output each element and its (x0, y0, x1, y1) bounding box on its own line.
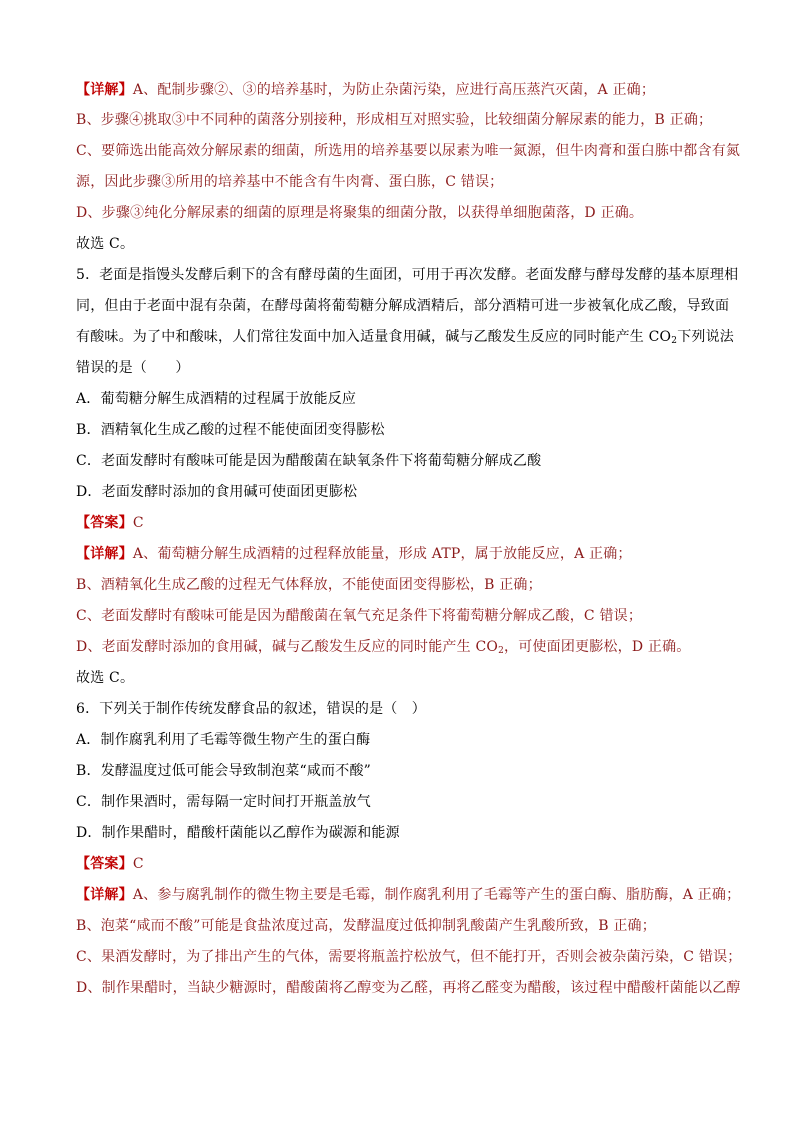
detail-line: C、老面发酵时有酸味可能是因为醋酸菌在氧气充足条件下将葡萄糖分解成乙酸，C 错误； (76, 608, 643, 624)
option-c: C．老面发酵时有酸味可能是因为醋酸菌在缺氧条件下将葡萄糖分解成乙酸 (76, 453, 542, 469)
answer-tag: 【答案】 (76, 515, 133, 531)
subscript: 2 (671, 336, 678, 346)
detail-line: B、泡菜“咸而不酸”可能是食盐浓度过高，发酵温度过低抑制乳酸菌产生乳酸所致，B 正确； (76, 918, 656, 934)
detail-text: A、配制步骤②、③的培养基时，为防止杂菌污染，应进行高压蒸汽灭菌，A 正确； (132, 82, 656, 98)
detail-line: D、步骤③纯化分解尿素的细菌的原理是将聚集的细菌分散，以获得单细胞菌落，D 正确。 (76, 205, 644, 221)
detail-text: A、参与腐乳制作的微生物主要是毛霉，制作腐乳利用了毛霉等产生的蛋白酶、脂肪酶，A 正确； (132, 887, 741, 903)
detail-line (76, 637, 738, 661)
detail-line: C、要筛选出能高效分解尿素的细菌，所选用的培养基要以尿素为唯一氮源，但牛肉膏和蛋白胨中都含有氮 (76, 143, 741, 159)
question-6-stem: 6．下列关于制作传统发酵食品的叙述，错误的是（ ） (76, 701, 426, 717)
conclusion: 故选 C。 (76, 670, 135, 686)
detail-text: A、葡萄糖分解生成酒精的过程释放能量，形成 ATP，属于放能反应，A 正确； (132, 546, 632, 562)
detail-line: B、步骤④挑取③中不同种的菌落分别接种，形成相互对照实验，比较细菌分解尿素的能力，B 正确； (76, 112, 713, 128)
subscript: 2 (498, 646, 505, 656)
answer-value: C (132, 515, 144, 531)
stem-text: 有酸味。为了中和酸味，人们常往发面中加入适量食用碱，碱与乙酸发生反应的同时能产生 CO (76, 329, 672, 345)
option-c: C．制作果酒时，需每隔一定时间打开瓶盖放气 (76, 794, 371, 810)
detail-line (76, 885, 741, 905)
question-5-stem-line: 5．老面是指馒头发酵后剩下的含有酵母菌的生面团，可用于再次发酵。老面发酵与酵母发酵的基本原理相 (76, 267, 739, 283)
detail-tag: 【详解】 (76, 82, 133, 98)
question-5-stem-line (76, 327, 738, 351)
option-d: D．制作果醋时，醋酸杆菌能以乙醇作为碳源和能源 (76, 825, 400, 841)
detail-line: B、酒精氧化生成乙酸的过程无气体释放，不能使面团变得膨松，B 正确； (76, 577, 542, 593)
stem-text: 下列说法 (677, 329, 734, 345)
detail-line: C、果酒发酵时，为了排出产生的气体，需要将瓶盖拧松放气，但不能打开，否则会被杂菌污染，C 错误； (76, 949, 742, 965)
detail-line: 源，因此步骤③所用的培养基中不能含有牛肉膏、蛋白胨，C 错误； (76, 174, 504, 190)
detail-text: D、老面发酵时添加的食用碱，碱与乙酸发生反应的同时能产生 CO (76, 639, 499, 655)
detail-line: D、制作果醋时，当缺少糖源时，醋酸菌将乙醇变为乙醛，再将乙醛变为醋酸，该过程中醋酸杆菌能以乙醇 (76, 980, 741, 996)
option-a: A．制作腐乳利用了毛霉等微生物产生的蛋白酶 (76, 732, 371, 748)
detail-text: ，可使面团更膨松，D 正确。 (504, 639, 691, 655)
answer-line (76, 854, 738, 874)
detail-line (76, 80, 738, 100)
detail-tag: 【详解】 (76, 546, 133, 562)
option-b: B．发酵温度过低可能会导致制泡菜“咸而不酸” (76, 763, 372, 779)
answer-line (76, 513, 738, 533)
conclusion: 故选 C。 (76, 236, 135, 252)
option-d: D．老面发酵时添加的食用碱可使面团更膨松 (76, 484, 358, 500)
question-5-stem-line: 同，但由于老面中混有杂菌，在酵母菌将葡萄糖分解成酒精后，部分酒精可进一步被氧化成乙酸，导致面 (76, 298, 730, 314)
answer-value: C (132, 856, 144, 872)
option-b: B．酒精氧化生成乙酸的过程不能使面团变得膨松 (76, 422, 385, 438)
detail-tag: 【详解】 (76, 887, 133, 903)
detail-line (76, 544, 738, 564)
answer-tag: 【答案】 (76, 856, 133, 872)
question-5-stem-line: 错误的是（ ） (76, 360, 190, 376)
option-a: A．葡萄糖分解生成酒精的过程属于放能反应 (76, 391, 357, 407)
